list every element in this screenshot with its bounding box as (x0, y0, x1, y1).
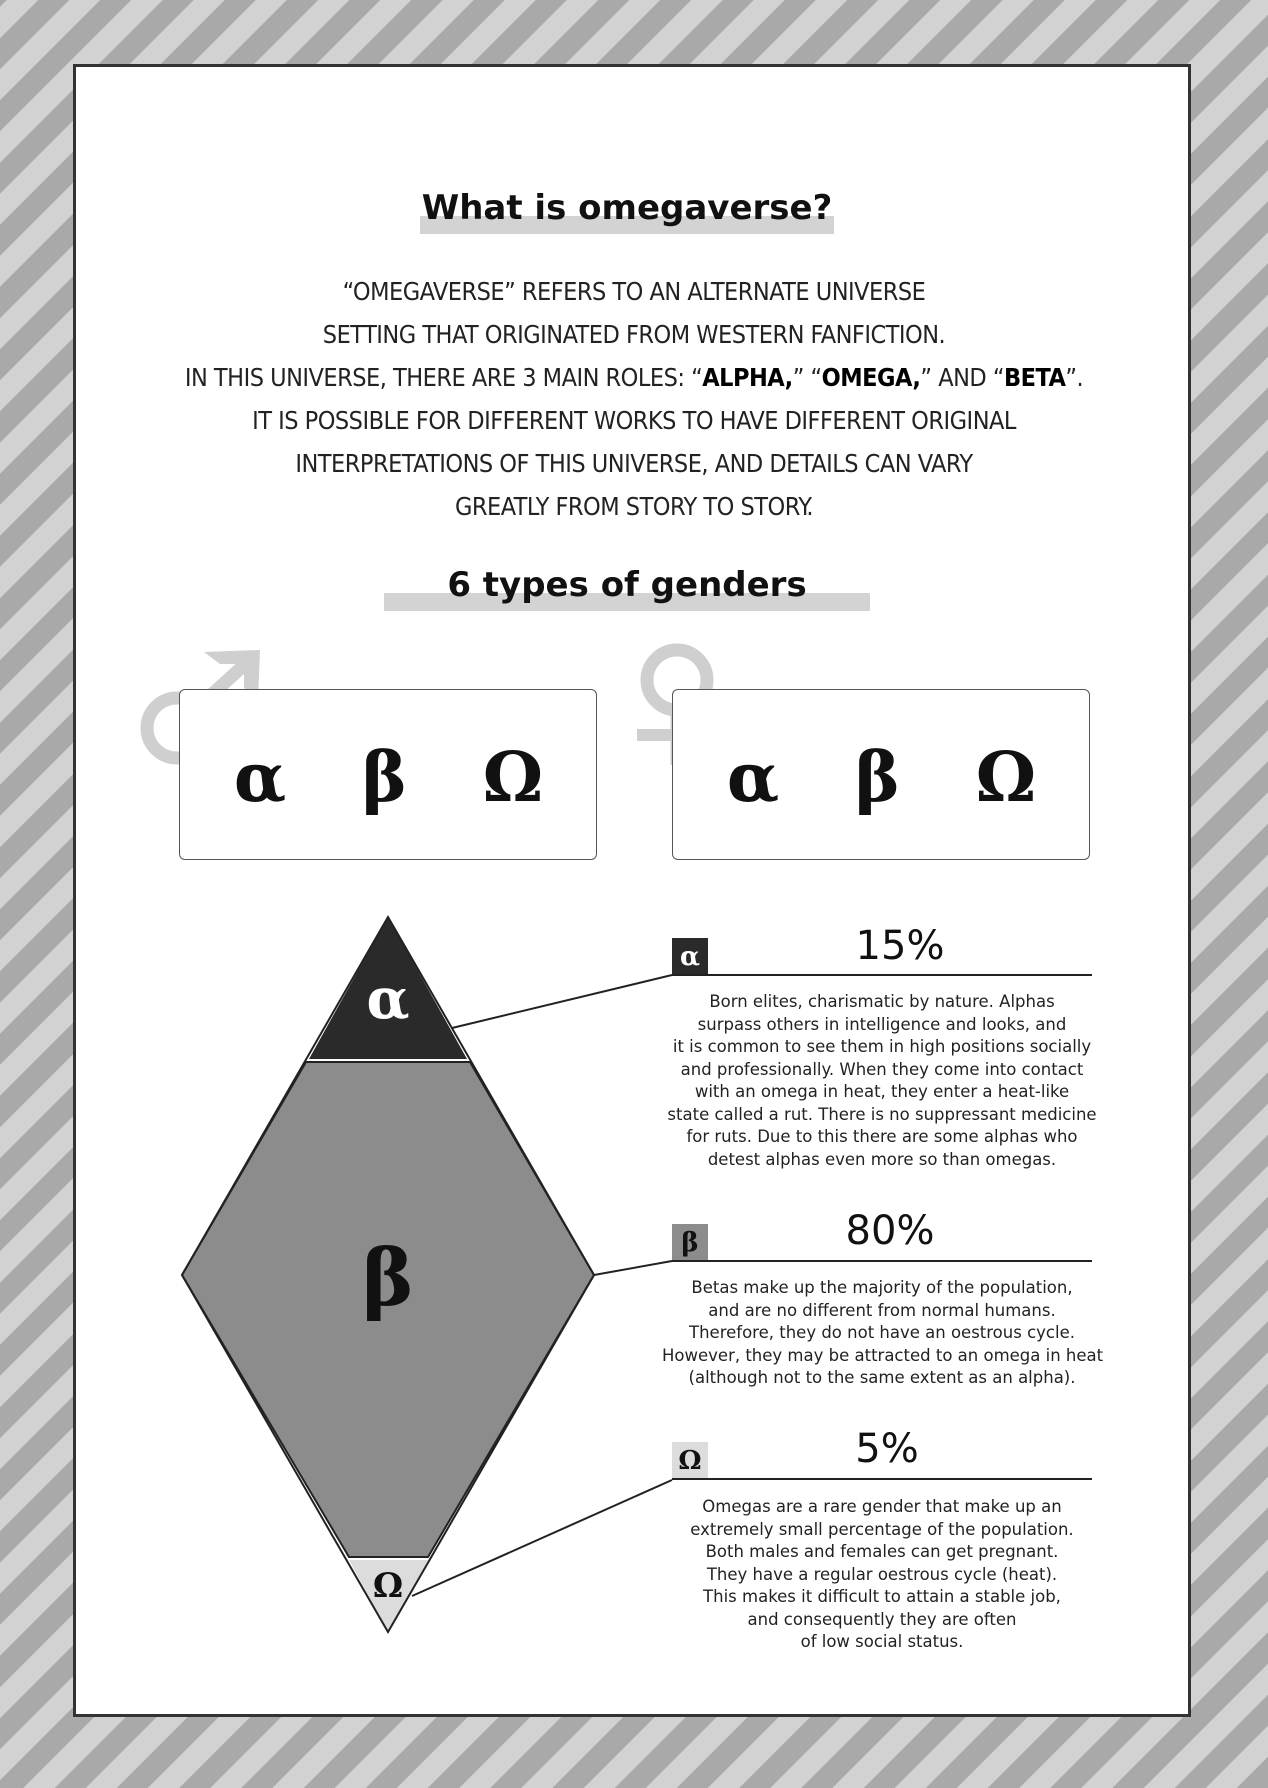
diamond-beta-letter: β (362, 1233, 414, 1324)
genders-heading-wrap (384, 565, 870, 605)
male-beta-letter: β (361, 738, 407, 818)
intro-line: SETTING THAT ORIGINATED FROM WESTERN FANFICTION. (322, 320, 946, 349)
beta-description: Betas make up the majority of the population, and are no different from normal humans. Therefore, they do not have an oestrous cycle. However, they may be attracted to an omega in heat (although not to the same extent as an alpha). (662, 1278, 1104, 1387)
alpha-connector-line (452, 975, 672, 1028)
page-title: What is omegaverse? (421, 188, 833, 228)
intro-line: GREATLY FROM STORY TO STORY. (454, 492, 814, 521)
male-alpha-letter: α (233, 738, 287, 818)
beta-percent: 80% (845, 1208, 935, 1254)
beta-connector-line (594, 1261, 672, 1275)
alpha-percent: 15% (855, 923, 945, 969)
female-omega-letter: Ω (975, 738, 1037, 818)
intro-line: IT IS POSSIBLE FOR DIFFERENT WORKS TO HAVE DIFFERENT ORIGINAL (252, 406, 1016, 435)
beta-rule (672, 1260, 1092, 1262)
alpha-description: Born elites, charismatic by nature. Alphas surpass others in intelligence and looks, and it is common to see them in high positions socially and professionally. When they come into contact with an omega in heat, they enter a heat-like state called a rut. There is no suppressant medicine for ruts. Due to this there are some alphas who detest alphas even more so than omegas. (667, 992, 1097, 1169)
diamond-omega-letter: Ω (372, 1566, 404, 1606)
beta-tag: β (672, 1224, 708, 1260)
female-beta-letter: β (854, 738, 900, 818)
intro-line: INTERPRETATIONS OF THIS UNIVERSE, AND DETAILS CAN VARY (295, 449, 973, 478)
female-alpha-letter: α (726, 738, 780, 818)
intro-line-roles: IN THIS UNIVERSE, THERE ARE 3 MAIN ROLES: “ALPHA,” “OMEGA,” AND “BETA”. (184, 363, 1084, 392)
omega-rule (672, 1478, 1092, 1480)
male-omega-letter: Ω (482, 738, 544, 818)
omega-tag: Ω (672, 1442, 708, 1478)
diamond-alpha-letter: α (366, 966, 410, 1032)
page-title-wrap (420, 188, 834, 228)
genders-heading: 6 types of genders (447, 565, 807, 605)
alpha-tag: α (672, 938, 708, 974)
alpha-rule (672, 974, 1092, 976)
omega-description: Omegas are a rare gender that make up an extremely small percentage of the population. Both males and females can get pregnant. They have a regular oestrous cycle (heat). This makes it difficult to attain a stable job, and consequently they are often of low social status. (690, 1497, 1074, 1651)
intro-line: “OMEGAVERSE” REFERS TO AN ALTERNATE UNIVERSE (342, 277, 926, 306)
omega-percent: 5% (855, 1426, 919, 1472)
